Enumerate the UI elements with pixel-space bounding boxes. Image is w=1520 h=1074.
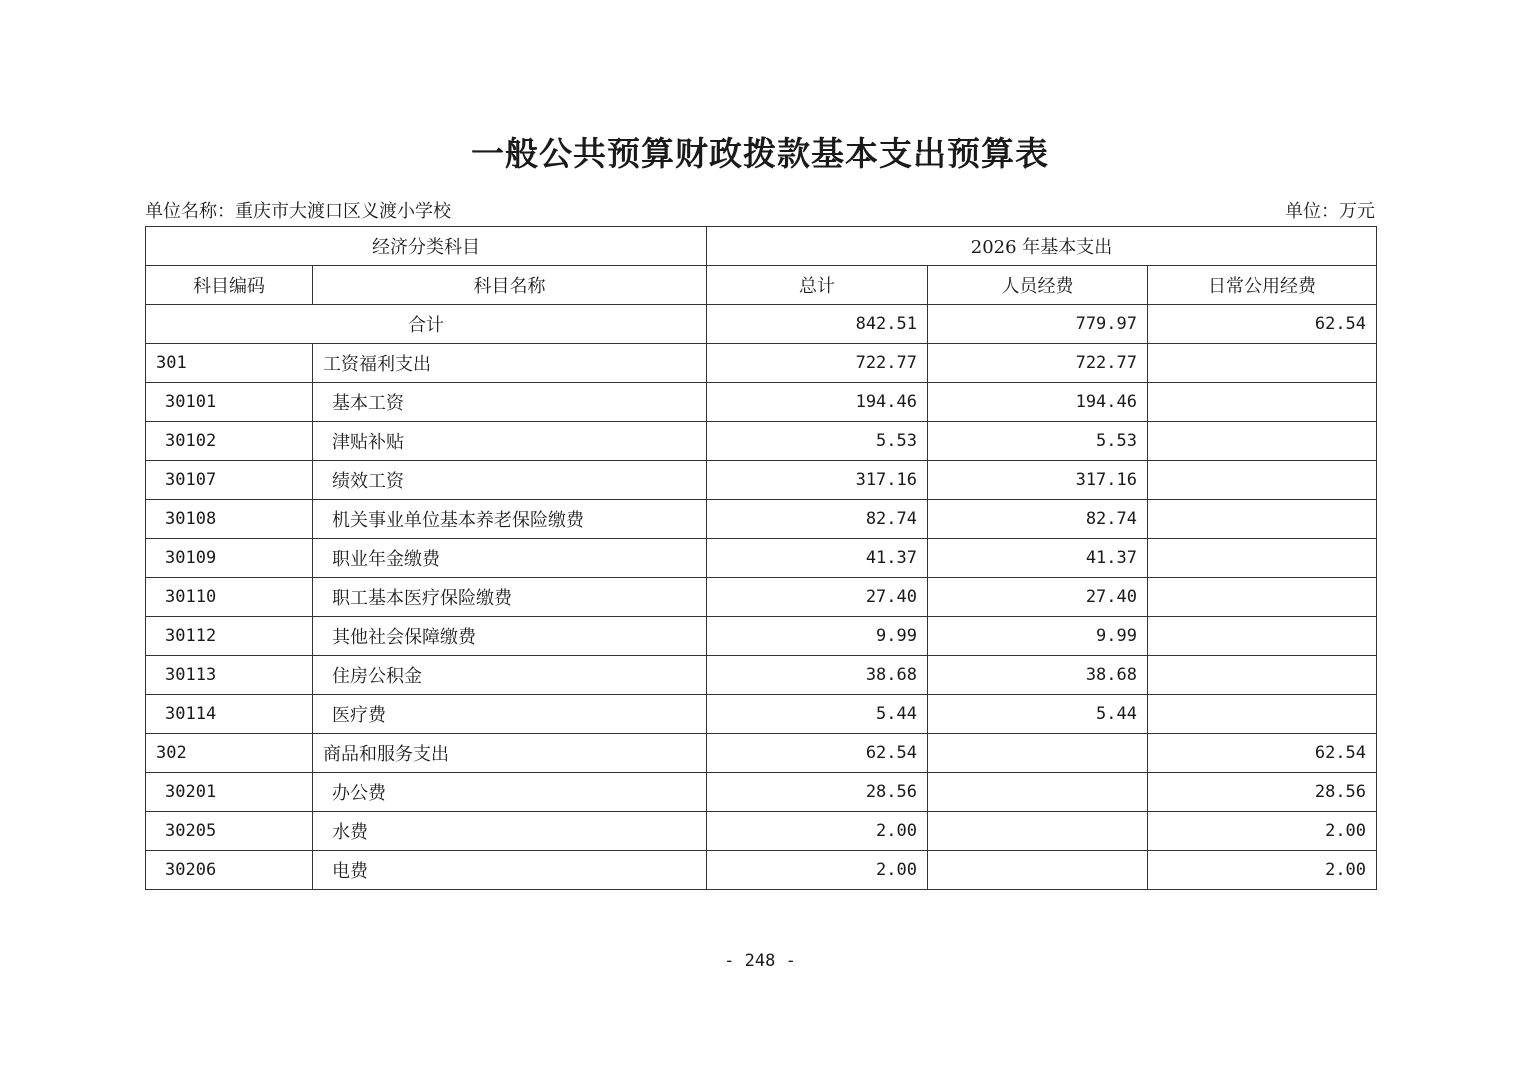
row-code-cell: 30206 — [146, 851, 313, 890]
total-label: 合计 — [146, 305, 707, 344]
table-row — [146, 500, 1377, 539]
row-total-cell: 5.44 — [707, 695, 928, 734]
row-personnel-cell: 41.37 — [928, 539, 1148, 578]
table-row — [146, 734, 1377, 773]
row-public-cell — [1148, 656, 1377, 695]
row-code-cell: 30102 — [146, 422, 313, 461]
row-personnel-cell: 5.44 — [928, 695, 1148, 734]
header-year-basic: 2026 年基本支出 — [707, 227, 1377, 266]
row-total-cell: 27.40 — [707, 578, 928, 617]
table-row — [146, 539, 1377, 578]
row-personnel-cell — [928, 812, 1148, 851]
row-public-cell — [1148, 695, 1377, 734]
row-total-cell: 62.54 — [707, 734, 928, 773]
page-number: - 248 - — [724, 951, 796, 971]
row-total-cell: 2.00 — [707, 851, 928, 890]
row-total-cell: 28.56 — [707, 773, 928, 812]
header-personnel: 人员经费 — [928, 266, 1148, 305]
row-code-cell: 30108 — [146, 500, 313, 539]
table-row — [146, 383, 1377, 422]
row-total-cell: 41.37 — [707, 539, 928, 578]
row-total-cell: 722.77 — [707, 344, 928, 383]
row-name-cell: 水费 — [313, 812, 707, 851]
header-public: 日常公用经费 — [1148, 266, 1377, 305]
row-public-cell — [1148, 578, 1377, 617]
row-total-cell: 5.53 — [707, 422, 928, 461]
row-public-cell: 28.56 — [1148, 773, 1377, 812]
row-name-cell: 津贴补贴 — [313, 422, 707, 461]
header-total: 总计 — [707, 266, 928, 305]
row-personnel-cell: 82.74 — [928, 500, 1148, 539]
table-row — [146, 695, 1377, 734]
header-row-group — [146, 227, 1377, 266]
table-row — [146, 344, 1377, 383]
row-public-cell — [1148, 383, 1377, 422]
row-code-cell: 30107 — [146, 461, 313, 500]
row-name-cell: 基本工资 — [313, 383, 707, 422]
row-name-cell: 医疗费 — [313, 695, 707, 734]
row-personnel-cell: 317.16 — [928, 461, 1148, 500]
table-row — [146, 773, 1377, 812]
row-code-cell: 30112 — [146, 617, 313, 656]
header-row-columns — [146, 266, 1377, 305]
table-row — [146, 578, 1377, 617]
row-public-cell — [1148, 461, 1377, 500]
row-personnel-cell — [928, 773, 1148, 812]
unit-name-label: 单位名称：重庆市大渡口区义渡小学校 — [145, 201, 451, 222]
row-code-cell: 302 — [146, 734, 313, 773]
row-public-cell: 62.54 — [1148, 734, 1377, 773]
row-code-cell: 30201 — [146, 773, 313, 812]
row-code-cell: 30110 — [146, 578, 313, 617]
row-code-cell: 30205 — [146, 812, 313, 851]
header-econ-class: 经济分类科目 — [146, 227, 707, 266]
row-code-cell: 301 — [146, 344, 313, 383]
page-title: 一般公共预算财政拨款基本支出预算表 — [471, 134, 1049, 173]
header-name: 科目名称 — [313, 266, 707, 305]
row-name-cell: 机关事业单位基本养老保险缴费 — [313, 500, 707, 539]
table-row — [146, 812, 1377, 851]
row-personnel-cell: 27.40 — [928, 578, 1148, 617]
row-public-cell: 2.00 — [1148, 812, 1377, 851]
row-personnel-cell — [928, 734, 1148, 773]
row-personnel-cell: 9.99 — [928, 617, 1148, 656]
total-total-cell: 842.51 — [707, 305, 928, 344]
row-name-cell: 住房公积金 — [313, 656, 707, 695]
row-code-cell: 30101 — [146, 383, 313, 422]
row-personnel-cell: 5.53 — [928, 422, 1148, 461]
row-name-cell: 其他社会保障缴费 — [313, 617, 707, 656]
row-code-cell: 30114 — [146, 695, 313, 734]
table-row — [146, 422, 1377, 461]
row-public-cell — [1148, 344, 1377, 383]
row-public-cell — [1148, 617, 1377, 656]
row-name-cell: 工资福利支出 — [313, 344, 707, 383]
row-personnel-cell: 38.68 — [928, 656, 1148, 695]
budget-table — [145, 226, 1377, 890]
row-name-cell: 绩效工资 — [313, 461, 707, 500]
total-public-cell: 62.54 — [1148, 305, 1377, 344]
table-row — [146, 851, 1377, 890]
row-personnel-cell: 194.46 — [928, 383, 1148, 422]
row-total-cell: 2.00 — [707, 812, 928, 851]
row-public-cell — [1148, 422, 1377, 461]
total-personnel-cell: 779.97 — [928, 305, 1148, 344]
row-total-cell: 194.46 — [707, 383, 928, 422]
total-row — [146, 305, 1377, 344]
budget-table-body — [146, 227, 1377, 890]
row-total-cell: 38.68 — [707, 656, 928, 695]
table-row — [146, 617, 1377, 656]
row-name-cell: 办公费 — [313, 773, 707, 812]
row-name-cell: 职工基本医疗保险缴费 — [313, 578, 707, 617]
row-public-cell — [1148, 539, 1377, 578]
row-code-cell: 30113 — [146, 656, 313, 695]
row-personnel-cell — [928, 851, 1148, 890]
row-public-cell — [1148, 500, 1377, 539]
row-total-cell: 9.99 — [707, 617, 928, 656]
header-code: 科目编码 — [146, 266, 313, 305]
row-personnel-cell: 722.77 — [928, 344, 1148, 383]
row-total-cell: 82.74 — [707, 500, 928, 539]
row-public-cell: 2.00 — [1148, 851, 1377, 890]
table-row — [146, 461, 1377, 500]
table-row — [146, 656, 1377, 695]
row-name-cell: 职业年金缴费 — [313, 539, 707, 578]
row-name-cell: 电费 — [313, 851, 707, 890]
unit-label: 单位：万元 — [1285, 201, 1375, 222]
row-name-cell: 商品和服务支出 — [313, 734, 707, 773]
row-code-cell: 30109 — [146, 539, 313, 578]
row-total-cell: 317.16 — [707, 461, 928, 500]
